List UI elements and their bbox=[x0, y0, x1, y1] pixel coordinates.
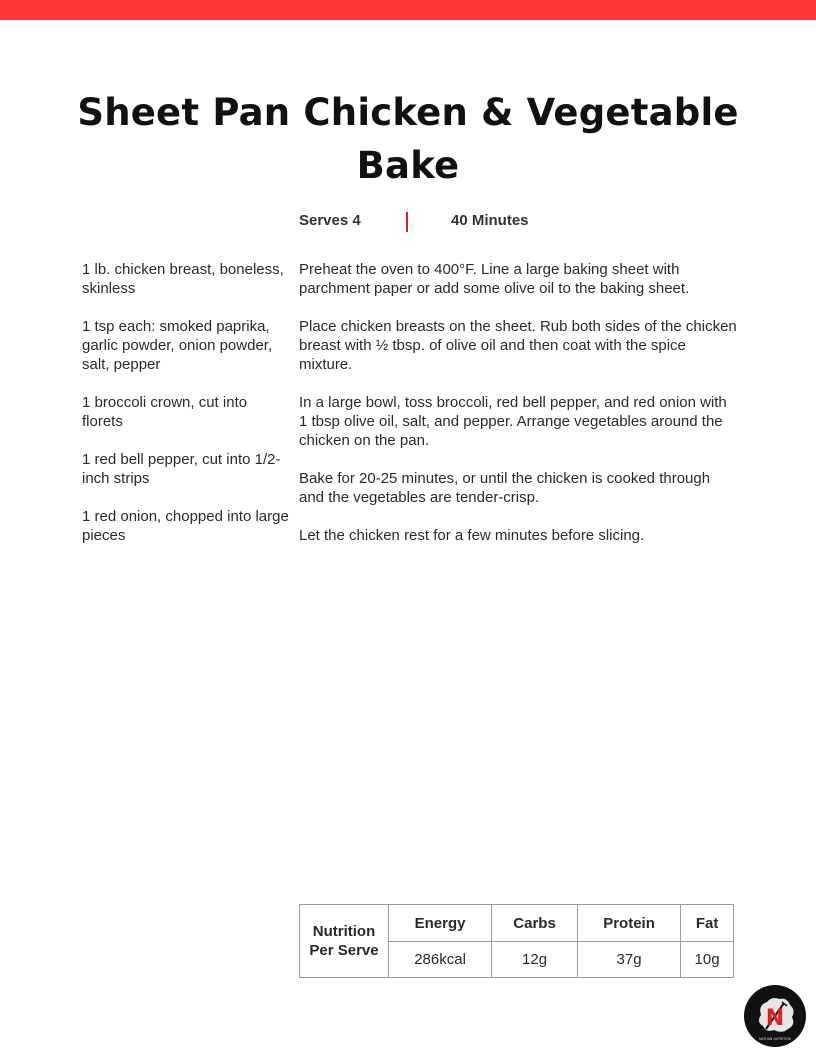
recipe-title: Sheet Pan Chicken & Vegetable Bake bbox=[77, 91, 739, 187]
nutrition-header-carbs: Carbs bbox=[492, 905, 578, 942]
ingredient-item: 1 broccoli crown, cut into florets bbox=[82, 394, 248, 430]
svg-text:NATHAN NUTRITION: NATHAN NUTRITION bbox=[759, 1037, 791, 1041]
method-steps bbox=[299, 260, 739, 564]
servings-label: Serves 4 bbox=[299, 212, 361, 229]
nutrition-value-protein: 37g bbox=[578, 942, 681, 978]
brand-logo bbox=[744, 985, 806, 1047]
ingredients-list bbox=[82, 260, 292, 564]
nutrition-label: Nutrition Per Serve bbox=[300, 905, 389, 978]
nutrition-value-carbs: 12g bbox=[492, 942, 578, 978]
ingredient-item: 1 tsp each: smoked paprika, garlic powder, onion powder, salt, pepper bbox=[82, 318, 273, 373]
nutrition-header-energy: Energy bbox=[389, 905, 492, 942]
ingredient-item: 1 red bell pepper, cut into 1/2-inch strips bbox=[82, 451, 281, 487]
brand-logo-icon bbox=[744, 985, 806, 1047]
nutrition-header-fat: Fat bbox=[681, 905, 734, 942]
nutrition-value-fat: 10g bbox=[681, 942, 734, 978]
nutrition-table bbox=[299, 904, 734, 978]
ingredient-item: 1 lb. chicken breast, boneless, skinless bbox=[82, 261, 284, 297]
method-step: Preheat the oven to 400°F. Line a large baking sheet with parchment paper or add some olive oil to the baking sheet. bbox=[299, 261, 690, 297]
method-step: Place chicken breasts on the sheet. Rub both sides of the chicken breast with ½ tbsp. of olive oil and then coat with the spice mixture. bbox=[299, 318, 737, 373]
meta-divider bbox=[406, 212, 408, 232]
method-step: Bake for 20-25 minutes, or until the chicken is cooked through and the vegetables are tender-crisp. bbox=[299, 470, 711, 506]
method-step: Let the chicken rest for a few minutes before slicing. bbox=[299, 527, 645, 544]
top-accent-bar bbox=[0, 0, 816, 20]
cook-time-label: 40 Minutes bbox=[451, 212, 529, 229]
nutrition-header-row bbox=[300, 905, 734, 942]
svg-text:N: N bbox=[765, 1006, 785, 1031]
nutrition-header-protein: Protein bbox=[578, 905, 681, 942]
method-step: In a large bowl, toss broccoli, red bell pepper, and red onion with 1 tbsp olive oil, salt, and pepper. Arrange vegetables around the chicken on the pan. bbox=[299, 394, 727, 449]
ingredient-item: 1 red onion, chopped into large pieces bbox=[82, 508, 289, 544]
nutrition-value-energy: 286kcal bbox=[389, 942, 492, 978]
